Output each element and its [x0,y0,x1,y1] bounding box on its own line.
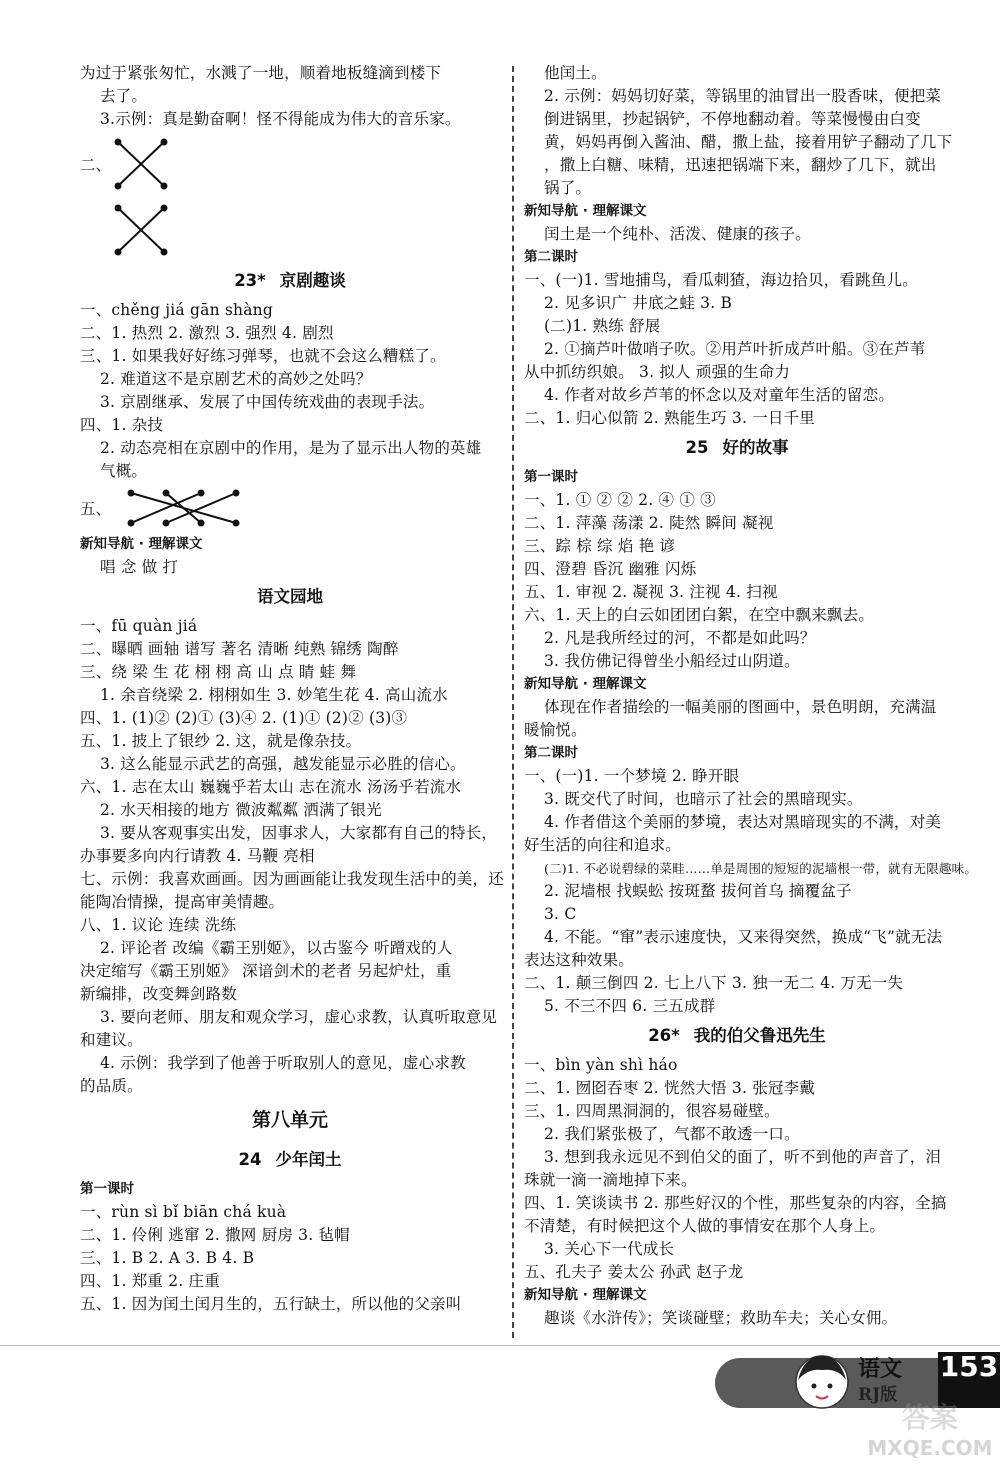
answer-line: 3. 这么能显示武艺的高强，越发能显示必胜的信心。 [100,755,466,773]
answer-line: 一、fū quàn jiá [80,617,198,635]
answer-line: 为过于紧张匆忙，水溅了一地，顺着地板缝滴到楼下 [80,64,442,82]
left-column [80,62,504,1316]
section-label: 新知导航 · 理解课文 [524,676,647,692]
column-divider [512,66,514,1338]
answer-line: 4. 作者对故乡芦苇的怀念以及对童年生活的留恋。 [544,386,895,404]
answer-line: 办事要多向内行请教 4. 马鞭 亮相 [80,847,315,865]
answer-line: 二、1. 颠三倒四 2. 七上八下 3. 独一无二 4. 万无一失 [524,974,904,992]
answer-line: 一、(一)1. 雪地捕鸟，看瓜刺猹，海边拾贝，看跳鱼儿。 [524,271,918,289]
answer-line: 三、1. 四周黑洞洞的，很容易碰壁。 [524,1102,780,1120]
answer-line: 一、chěng jiá gān shàng [80,301,273,319]
answer-line: 二、1. 伶俐 逃窜 2. 撒网 厨房 3. 毡帽 [80,1226,350,1244]
answer-line: 五、1. 因为闰土闰月生的，五行缺土，所以他的父亲叫 [80,1295,462,1313]
lesson-heading [524,430,950,466]
answer-line: 2. 动态亮相在京剧中的作用，是为了显示出人物的英雄 [100,439,482,457]
right-column [524,62,978,1330]
answer-line: 三、1. 如果我好好练习弹琴，也就不会这么糟糕了。 [80,347,446,365]
answer-line: 四、1. 郑重 2. 庄重 [80,1272,220,1290]
answer-line: 四、1. 笑谈读书 2. 那些好汉的个性，那些复杂的内容，全搞 [524,1194,947,1212]
answer-line: 五、1. 审视 2. 凝视 3. 注视 4. 扫视 [524,583,778,601]
answer-line: 3. 京剧继承、发展了中国传统戏曲的表现手法。 [100,393,435,411]
subject-label: 语文 [858,1357,903,1382]
answer-line: 决定缩写《霸王别姬》 深谙剑术的老者 另起炉灶，重 [80,962,452,980]
answer-line: 二、1. 囫囵吞枣 2. 恍然大悟 3. 张冠李戴 [524,1079,816,1097]
answer-line: 2. 泥墙根 找蜈蚣 按斑蝥 拔何首乌 摘覆盆子 [544,882,852,900]
section-label: 第二课时 [524,249,578,265]
matching-answer [80,483,500,533]
answer-line: 3. 想到我永远见不到伯父的面了，听不到他的声音了，泪 [544,1148,942,1166]
answer-line: 不清楚，有时候把这个人做的事情安在那个人身上。 [524,1217,886,1235]
answer-line: 能陶冶情操，提高审美情趣。 [80,893,285,911]
lesson-number: 23* [234,271,266,290]
answer-line: 一、bìn yàn shì háo [524,1056,678,1074]
answer-line: 2. 我们紧张极了，气都不敢透一口。 [544,1125,800,1143]
watermark-logo [860,1395,1000,1463]
section-label: 新知导航 · 理解课文 [80,536,203,552]
answer-line: 唱 念 做 打 [100,558,179,576]
answer-line: 2. 难道这不是京剧艺术的高妙之处吗？ [100,370,372,388]
lesson-number: 26* [648,1026,680,1045]
unit-heading: 第八单元 [251,1109,328,1131]
answer-line: 倒进锅里，抄起锅铲，不停地翻动着。等菜慢慢由白变 [544,110,921,128]
matching-answer [80,131,500,197]
answer-line: 体现在作者描绘的一幅美丽的图画中，景色明朗，充满温 [544,698,937,716]
answer-line: (二)1. 熟练 舒展 [544,317,661,335]
answer-line: 2. ①摘芦叶做哨子吹。②用芦叶折成芦叶船。③在芦苇 [544,340,926,358]
answer-line: 二、1. 热烈 2. 激烈 3. 强烈 4. 剧烈 [80,324,334,342]
answer-line: 3. 我仿佛记得曾坐小船经过山阴道。 [544,652,800,670]
answer-line: 六、1. 志在太山 巍巍乎若太山 志在流水 汤汤乎若流水 [80,778,462,796]
matching-lines [111,485,291,531]
answer-line: 2. 水天相接的地方 微波粼粼 洒满了银光 [100,801,382,819]
lesson-heading [80,579,500,615]
page-number: 153 [938,1352,1000,1408]
answer-line: 从中抓纺织娘。 3. 拟人 顽强的生命力 [524,363,791,381]
answer-line: 二、1. 归心似箭 2. 熟能生巧 3. 一日千里 [524,409,816,427]
answer-line: 三、1. B 2. A 3. B 4. B [80,1249,255,1267]
answer-line: 1. 余音绕梁 2. 栩栩如生 3. 妙笔生花 4. 高山流水 [100,686,448,704]
answer-line: 七、示例：我喜欢画画。因为画画能让我发现生活中的美，还 [80,870,504,888]
edition-label: RJ版 [858,1385,898,1405]
lesson-title: 好的故事 [722,438,789,457]
answer-line: 珠就一滴一滴地掉下来。 [524,1171,697,1189]
answer-line: 2. 凡是我所经过的河，不都是如此吗？ [544,629,816,647]
answer-line: 一、1. ① ② ② 2. ④ ① ③ [524,491,716,509]
lesson-heading [524,1018,950,1054]
answer-line: 2. 见多识广 井底之蛙 3. B [544,294,733,312]
answer-line: 黄，妈妈再倒入酱油、醋，撒上盐，接着用铲子翻动了几下 [544,133,953,151]
answer-line: 3. C [544,905,577,923]
lesson-number: 24 [238,1150,262,1169]
answer-line: 3. 要从客观事实出发，因事求人，大家都有自己的特长， [100,824,498,842]
answer-line: 5. 不三不四 6. 三五成群 [544,997,716,1015]
cartoon-child-icon [794,1350,850,1414]
answer-line: 八、1. 议论 连续 洗练 [80,916,237,934]
lesson-heading [80,1142,500,1178]
answer-line: 三、踪 棕 综 焰 艳 谚 [524,537,676,555]
answer-line: 闰土是一个纯朴、活泼、健康的孩子。 [544,225,811,243]
lesson-title: 语文园地 [257,587,323,606]
question-label: 二、 [80,156,112,174]
lesson-number: 25 [685,438,709,457]
answer-line: 三、绕 梁 生 花 栩 栩 高 山 点 睛 蛙 舞 [80,663,357,681]
answer-line: (二)1. 不必说碧绿的菜畦……单是周围的短短的泥墙根一带，就有无限趣味。 [544,861,978,876]
answer-line: 一、(一)1. 一个梦境 2. 睁开眼 [524,767,740,785]
answer-line: 四、澄碧 昏沉 幽雅 闪烁 [524,560,697,578]
answer-line: 3.示例：真是勤奋啊！怪不得能成为伟大的音乐家。 [100,110,461,128]
svg-text:答案: 答案 [901,1401,959,1434]
answer-line: 4. 作者借这个美丽的梦境，表达对黑暗现实的不满，对美 [544,813,942,831]
answer-line: 3. 要向老师、朋友和观众学习，虚心求教，认真听取意见 [100,1008,498,1026]
matching-lines [106,202,176,258]
matching-answer [80,197,500,263]
answer-line: ，撒上白糖、味精，迅速把锅端下来，翻炒了几下，就出 [544,156,937,174]
footer-rule [0,1345,1000,1347]
answer-line: 去了。 [100,87,148,105]
answer-line: 的品质。 [80,1077,143,1095]
section-label: 第一课时 [80,1181,134,1197]
answer-line: 和建议。 [80,1031,143,1049]
section-label: 新知导航 · 理解课文 [524,1287,647,1303]
lesson-title: 我的伯父鲁迅先生 [693,1026,826,1045]
section-label: 新知导航 · 理解课文 [524,203,647,219]
answer-line: 一、rùn sì bǐ biān chá kuà [80,1203,287,1221]
answer-line: 二、1. 萍藻 荡漾 2. 陡然 瞬间 凝视 [524,514,774,532]
answer-line: 4. 示例：我学到了他善于听取别人的意见，虚心求教 [100,1054,466,1072]
answer-line: 好生活的向往和追求。 [524,836,682,854]
lesson-title: 京剧趣谈 [279,271,346,290]
answer-line: 二、曝晒 画轴 谱写 著名 清晰 纯熟 锦绣 陶醉 [80,640,399,658]
answer-line: 五、1. 披上了银纱 2. 这，就是像杂技。 [80,732,362,750]
answer-line: 暖愉悦。 [524,721,587,739]
answer-line: 六、1. 天上的白云如团团白絮，在空中飘来飘去。 [524,606,875,624]
answer-line: 表达这种效果。 [524,951,634,969]
answer-line: 四、1. 杂技 [80,416,164,434]
answer-line: 新编排，改变舞剑路数 [80,985,238,1003]
question-label: 五、 [80,500,112,518]
answer-line: 趣谈《水浒传》；笑谈碰壁；救助车夫；关心女佣。 [544,1309,898,1327]
section-label: 第二课时 [524,745,578,761]
answer-line: 四、1. (1)② (2)① (3)④ 2. (1)① (2)② (3)③ [80,709,408,727]
answer-line: 气概。 [100,462,148,480]
answer-line: 锅了。 [544,179,592,197]
svg-text:MXQE.COM: MXQE.COM [867,1436,993,1460]
answer-line: 3. 既交代了时间，也暗示了社会的黑暗现实。 [544,790,863,808]
lesson-title: 少年闰土 [275,1150,342,1169]
section-label: 第一课时 [524,469,578,485]
matching-lines [106,136,176,192]
answer-line: 3. 关心下一代成长 [544,1240,675,1258]
answer-line: 他闰土。 [544,64,607,82]
answer-line: 五、孔夫子 姜太公 孙武 赵子龙 [524,1263,744,1281]
answer-line: 4. 不能。“窜”表示速度快，又来得突然，换成“飞”就无法 [544,928,943,946]
lesson-heading [80,263,500,299]
answer-line: 2. 评论者 改编《霸王别姬》，以古鉴今 听蹭戏的人 [100,939,453,957]
answer-line: 2. 示例：妈妈切好菜，等锅里的油冒出一股香味，便把菜 [544,87,942,105]
